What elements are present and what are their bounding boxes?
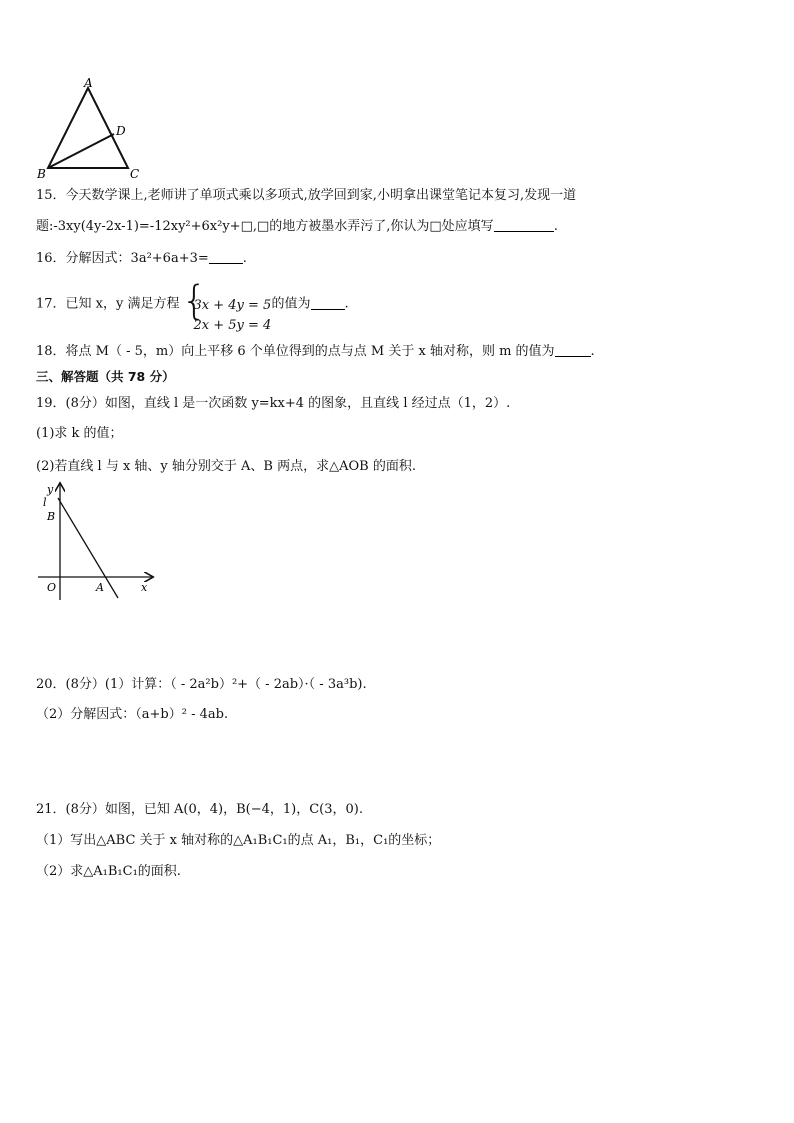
- triangle-figure: [34, 76, 144, 180]
- q15-tail: .: [553, 219, 558, 234]
- q16-line: [36, 251, 247, 267]
- q17-line: [36, 278, 349, 333]
- label-o: O: [47, 581, 57, 594]
- label-a: A: [84, 76, 93, 90]
- q21-line1: 21．(8分）如图，已知 A(0，4)，B(−4，1)，C(3，0).: [36, 802, 363, 817]
- label-b-point: B: [47, 510, 56, 523]
- q16-answer-blank[interactable]: [209, 251, 243, 264]
- q21-line2: （1）写出△ABC 关于 x 轴对称的△A₁B₁C₁的点 A₁，B₁，C₁的坐标；: [36, 833, 441, 848]
- q19-part2: (2)若直线 l 与 x 轴、y 轴分别交于 A、B 两点，求△AOB 的面积.: [36, 459, 416, 474]
- q17-tail: .: [344, 296, 349, 312]
- q17-answer-blank[interactable]: [311, 297, 345, 310]
- label-d: D: [116, 124, 126, 138]
- q17-text: 17．已知 x，y 满足方程: [36, 296, 180, 312]
- q15-text-2: 题:-3xy(4y-2x-1)=-12xy²+6x²y+□,□的地方被墨水弄污了,你认为□处应填写: [36, 219, 494, 234]
- q15-line2: [36, 219, 558, 235]
- left-brace-icon: {: [181, 278, 207, 324]
- label-b: B: [37, 167, 46, 180]
- q21-line3: （2）求△A₁B₁C₁的面积.: [36, 864, 181, 879]
- axes-figure: [34, 480, 158, 602]
- label-a-point: A: [96, 581, 104, 594]
- q19-line1: 19．(8分）如图，直线 l 是一次函数 y=kx+4 的图象，且直线 l 经过点（1，2）.: [36, 396, 511, 411]
- q18-line: [36, 344, 595, 360]
- section-3-heading: 三、解答题（共 78 分）: [36, 369, 175, 384]
- q16-tail: .: [242, 251, 247, 266]
- equation-1: 3x + 4y = 5: [193, 298, 272, 313]
- q20-line2: （2）分解因式：（a+b）² - 4ab.: [36, 707, 229, 722]
- equation-2: 2x + 5y = 4: [193, 318, 272, 333]
- q20-line1: 20．(8分）(1）计算：（ - 2a²b）²+（ - 2ab）·（ - 3a³b).: [36, 677, 367, 692]
- q15-answer-blank[interactable]: [494, 219, 554, 232]
- q15-text-1: 15．今天数学课上,老师讲了单项式乘以多项式,放学回到家,小明拿出课堂笔记本复习,发现一道: [36, 188, 577, 203]
- q18-text: 18．将点 M（ - 5，m）向上平移 6 个单位得到的点与点 M 关于 x 轴对称，则 m 的值为: [36, 344, 555, 359]
- label-c: C: [130, 167, 140, 180]
- segment-bd: [48, 134, 114, 168]
- q18-tail: .: [590, 344, 595, 359]
- q15-line1: [36, 188, 576, 204]
- q17-after: 的值为: [271, 296, 311, 312]
- label-y: y: [47, 483, 54, 496]
- line-l: [58, 498, 118, 598]
- label-x: x: [141, 581, 148, 594]
- q19-part1: (1)求 k 的值；: [36, 426, 123, 441]
- equation-system: [181, 278, 272, 333]
- label-l: l: [43, 496, 47, 509]
- q18-answer-blank[interactable]: [555, 344, 591, 357]
- q16-text: 16．分解因式：3a²+6a+3=: [36, 251, 209, 266]
